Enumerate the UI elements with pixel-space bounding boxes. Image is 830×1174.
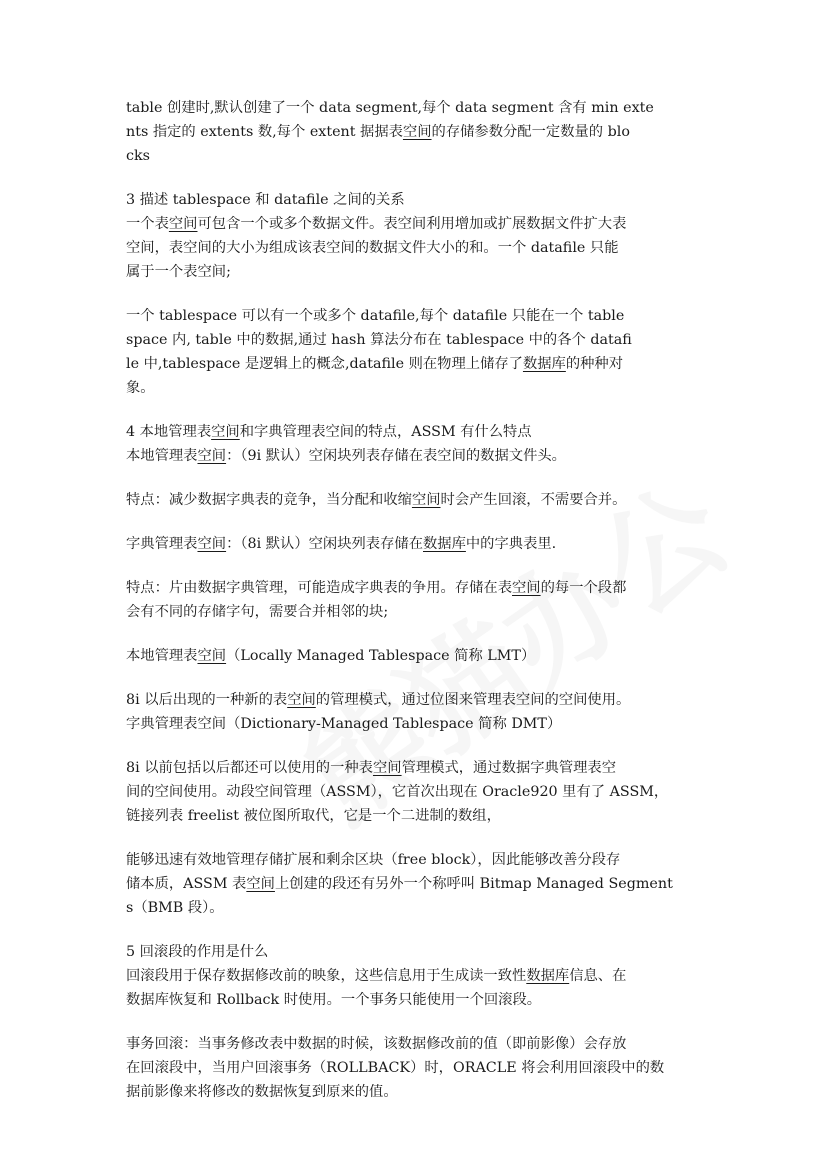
text-run: 能够迅速有效地管理存储扩展和剩余区块（free block），因此能够改善分段存 <box>126 852 621 868</box>
text-run: 管理模式，通过数据字典管理表空 <box>401 760 617 776</box>
text-line <box>126 688 706 712</box>
text-run: 特点：减少数据字典表的竞争，当分配和收缩 <box>126 492 412 508</box>
text-line <box>126 780 706 804</box>
paragraph <box>126 576 706 624</box>
text-line <box>126 1080 706 1104</box>
text-run: 时会产生回滚，不需要合并。 <box>440 492 627 508</box>
paragraph <box>126 212 706 284</box>
text-line <box>126 712 706 736</box>
text-run: le 中,tablespace 是逻辑上的概念,datafile 则在物理上储存了 <box>126 356 523 372</box>
paragraph <box>126 1032 706 1104</box>
text-line <box>126 236 706 260</box>
text-line <box>126 804 706 828</box>
text-run: 特点：片由数据字典管理，可能造成字典表的争用。存储在表 <box>126 580 513 596</box>
text-run: 本地管理表 <box>126 448 198 464</box>
text-line <box>126 304 706 328</box>
text-run: 5 回滚段的作用是什么 <box>126 944 269 960</box>
text-line <box>126 872 706 896</box>
underlined-term: 空间 <box>512 580 541 596</box>
text-run: 3 描述 tablespace 和 datafile 之间的关系 <box>126 192 405 208</box>
text-run: （Locally Managed Tablespace 简称 LMT） <box>226 648 536 664</box>
text-line <box>126 488 706 512</box>
paragraph <box>126 644 706 668</box>
text-run: 空间，表空间的大小为组成该表空间的数据文件大小的和。一个 datafile 只能 <box>126 240 619 256</box>
text-run: 8i 以前包括以后都还可以使用的一种表 <box>126 760 373 776</box>
text-run: 和字典管理表空间的特点，ASSM 有什么特点 <box>239 424 532 440</box>
text-run: 的管理模式，通过位图来管理表空间的空间使用。 <box>315 692 631 708</box>
paragraph <box>126 688 706 736</box>
text-line <box>126 328 706 352</box>
text-run: nts 指定的 extents 数,每个 extent 据据表 <box>126 124 403 140</box>
underlined-term: 空间 <box>197 536 227 552</box>
text-run: 可包含一个或多个数据文件。表空间利用增加或扩展数据文件扩大表 <box>197 216 627 232</box>
text-line <box>126 644 706 668</box>
underlined-term: 空间 <box>197 448 227 464</box>
text-run: 字典管理表空间（Dictionary-Managed Tablespace 简称 DMT） <box>126 716 562 732</box>
underlined-term: 空间 <box>411 492 441 508</box>
underlined-term: 空间 <box>287 692 316 708</box>
text-run: 8i 以后出现的一种新的表 <box>126 692 288 708</box>
paragraph <box>126 488 706 512</box>
text-run: 字典管理表 <box>126 536 198 552</box>
text-line <box>126 444 706 468</box>
text-run: 中的字典表里. <box>465 536 557 552</box>
text-line <box>126 260 706 284</box>
paragraph <box>126 756 706 828</box>
text-run: 储本质，ASSM 表 <box>126 876 247 892</box>
underlined-term: 空间 <box>372 760 402 776</box>
text-run: 的每一个段都 <box>540 580 627 596</box>
text-run: 4 本地管理表 <box>126 424 212 440</box>
text-line <box>126 376 706 400</box>
text-line <box>126 988 706 1012</box>
text-line <box>126 96 706 120</box>
text-run: table 创建时,默认创建了一个 data segment,每个 data segment 含有 min exte <box>126 100 654 116</box>
text-run: 间的空间使用。动段空间管理（ASSM），它首次出现在 Oracle920 里有了 ASSM， <box>126 784 669 800</box>
paragraph <box>126 420 706 468</box>
paragraph <box>126 188 706 212</box>
text-line <box>126 420 706 444</box>
text-run: 上创建的段还有另外一个称呼叫 Bitmap Managed Segment <box>274 876 673 892</box>
text-run: 本地管理表 <box>126 648 198 664</box>
text-run: 象。 <box>126 380 155 396</box>
text-line <box>126 532 706 556</box>
underlined-term: 空间 <box>168 216 198 232</box>
text-run: ：（8i 默认）空闲块列表存储在 <box>226 536 423 552</box>
text-line <box>126 576 706 600</box>
paragraph <box>126 304 706 400</box>
underlined-term: 空间 <box>246 876 275 892</box>
paragraph <box>126 96 706 168</box>
text-line <box>126 964 706 988</box>
text-line <box>126 1032 706 1056</box>
text-line <box>126 896 706 920</box>
text-run: 链接列表 freelist 被位图所取代，它是一个二进制的数组， <box>126 808 501 824</box>
text-run: ：（9i 默认）空闲块列表存储在表空间的数据文件头。 <box>226 448 566 464</box>
text-run: 属于一个表空间; <box>126 264 231 280</box>
text-run: space 内, table 中的数据,通过 hash 算法分布在 tablespace 中的各个 datafi <box>126 332 632 348</box>
paragraph <box>126 848 706 920</box>
text-run: 会有不同的存储字句，需要合并相邻的块; <box>126 604 389 620</box>
text-run: 一个表 <box>126 216 169 232</box>
paragraph <box>126 940 706 1012</box>
text-run: 一个 tablespace 可以有一个或多个 datafile,每个 datafile 只能在一个 table <box>126 308 625 324</box>
text-line <box>126 1056 706 1080</box>
text-run: 事务回滚：当事务修改表中数据的时候，该数据修改前的值（即前影像）会存放 <box>126 1036 627 1052</box>
text-run: 回滚段用于保存数据修改前的映象，这些信息用于生成读一致性 <box>126 968 527 984</box>
text-run: 信息、在 <box>569 968 627 984</box>
text-run: 的存储参数分配一定数量的 blo <box>431 124 630 140</box>
text-line <box>126 212 706 236</box>
underlined-term: 空间 <box>211 424 240 440</box>
text-line <box>126 756 706 780</box>
text-run: 据前影像来将修改的数据恢复到原来的值。 <box>126 1084 398 1100</box>
document-body <box>126 96 706 1124</box>
text-line <box>126 352 706 376</box>
text-line <box>126 188 706 212</box>
underlined-term: 数据库 <box>522 356 566 372</box>
text-line <box>126 848 706 872</box>
text-line <box>126 940 706 964</box>
text-run: s（BMB 段）。 <box>126 900 224 916</box>
underlined-term: 数据库 <box>423 536 466 552</box>
text-run: cks <box>126 148 151 164</box>
text-line <box>126 120 706 144</box>
underlined-term: 空间 <box>197 648 227 664</box>
text-line <box>126 144 706 168</box>
underlined-term: 数据库 <box>526 968 570 984</box>
paragraph <box>126 532 706 556</box>
text-line <box>126 600 706 624</box>
underlined-term: 空间 <box>402 124 432 140</box>
text-run: 数据库恢复和 Rollback 时使用。一个事务只能使用一个回滚段。 <box>126 992 542 1008</box>
text-run: 的种种对 <box>565 356 624 372</box>
text-run: 在回滚段中，当用户回滚事务（ROLLBACK）时，ORACLE 将会利用回滚段中的数 <box>126 1060 665 1076</box>
